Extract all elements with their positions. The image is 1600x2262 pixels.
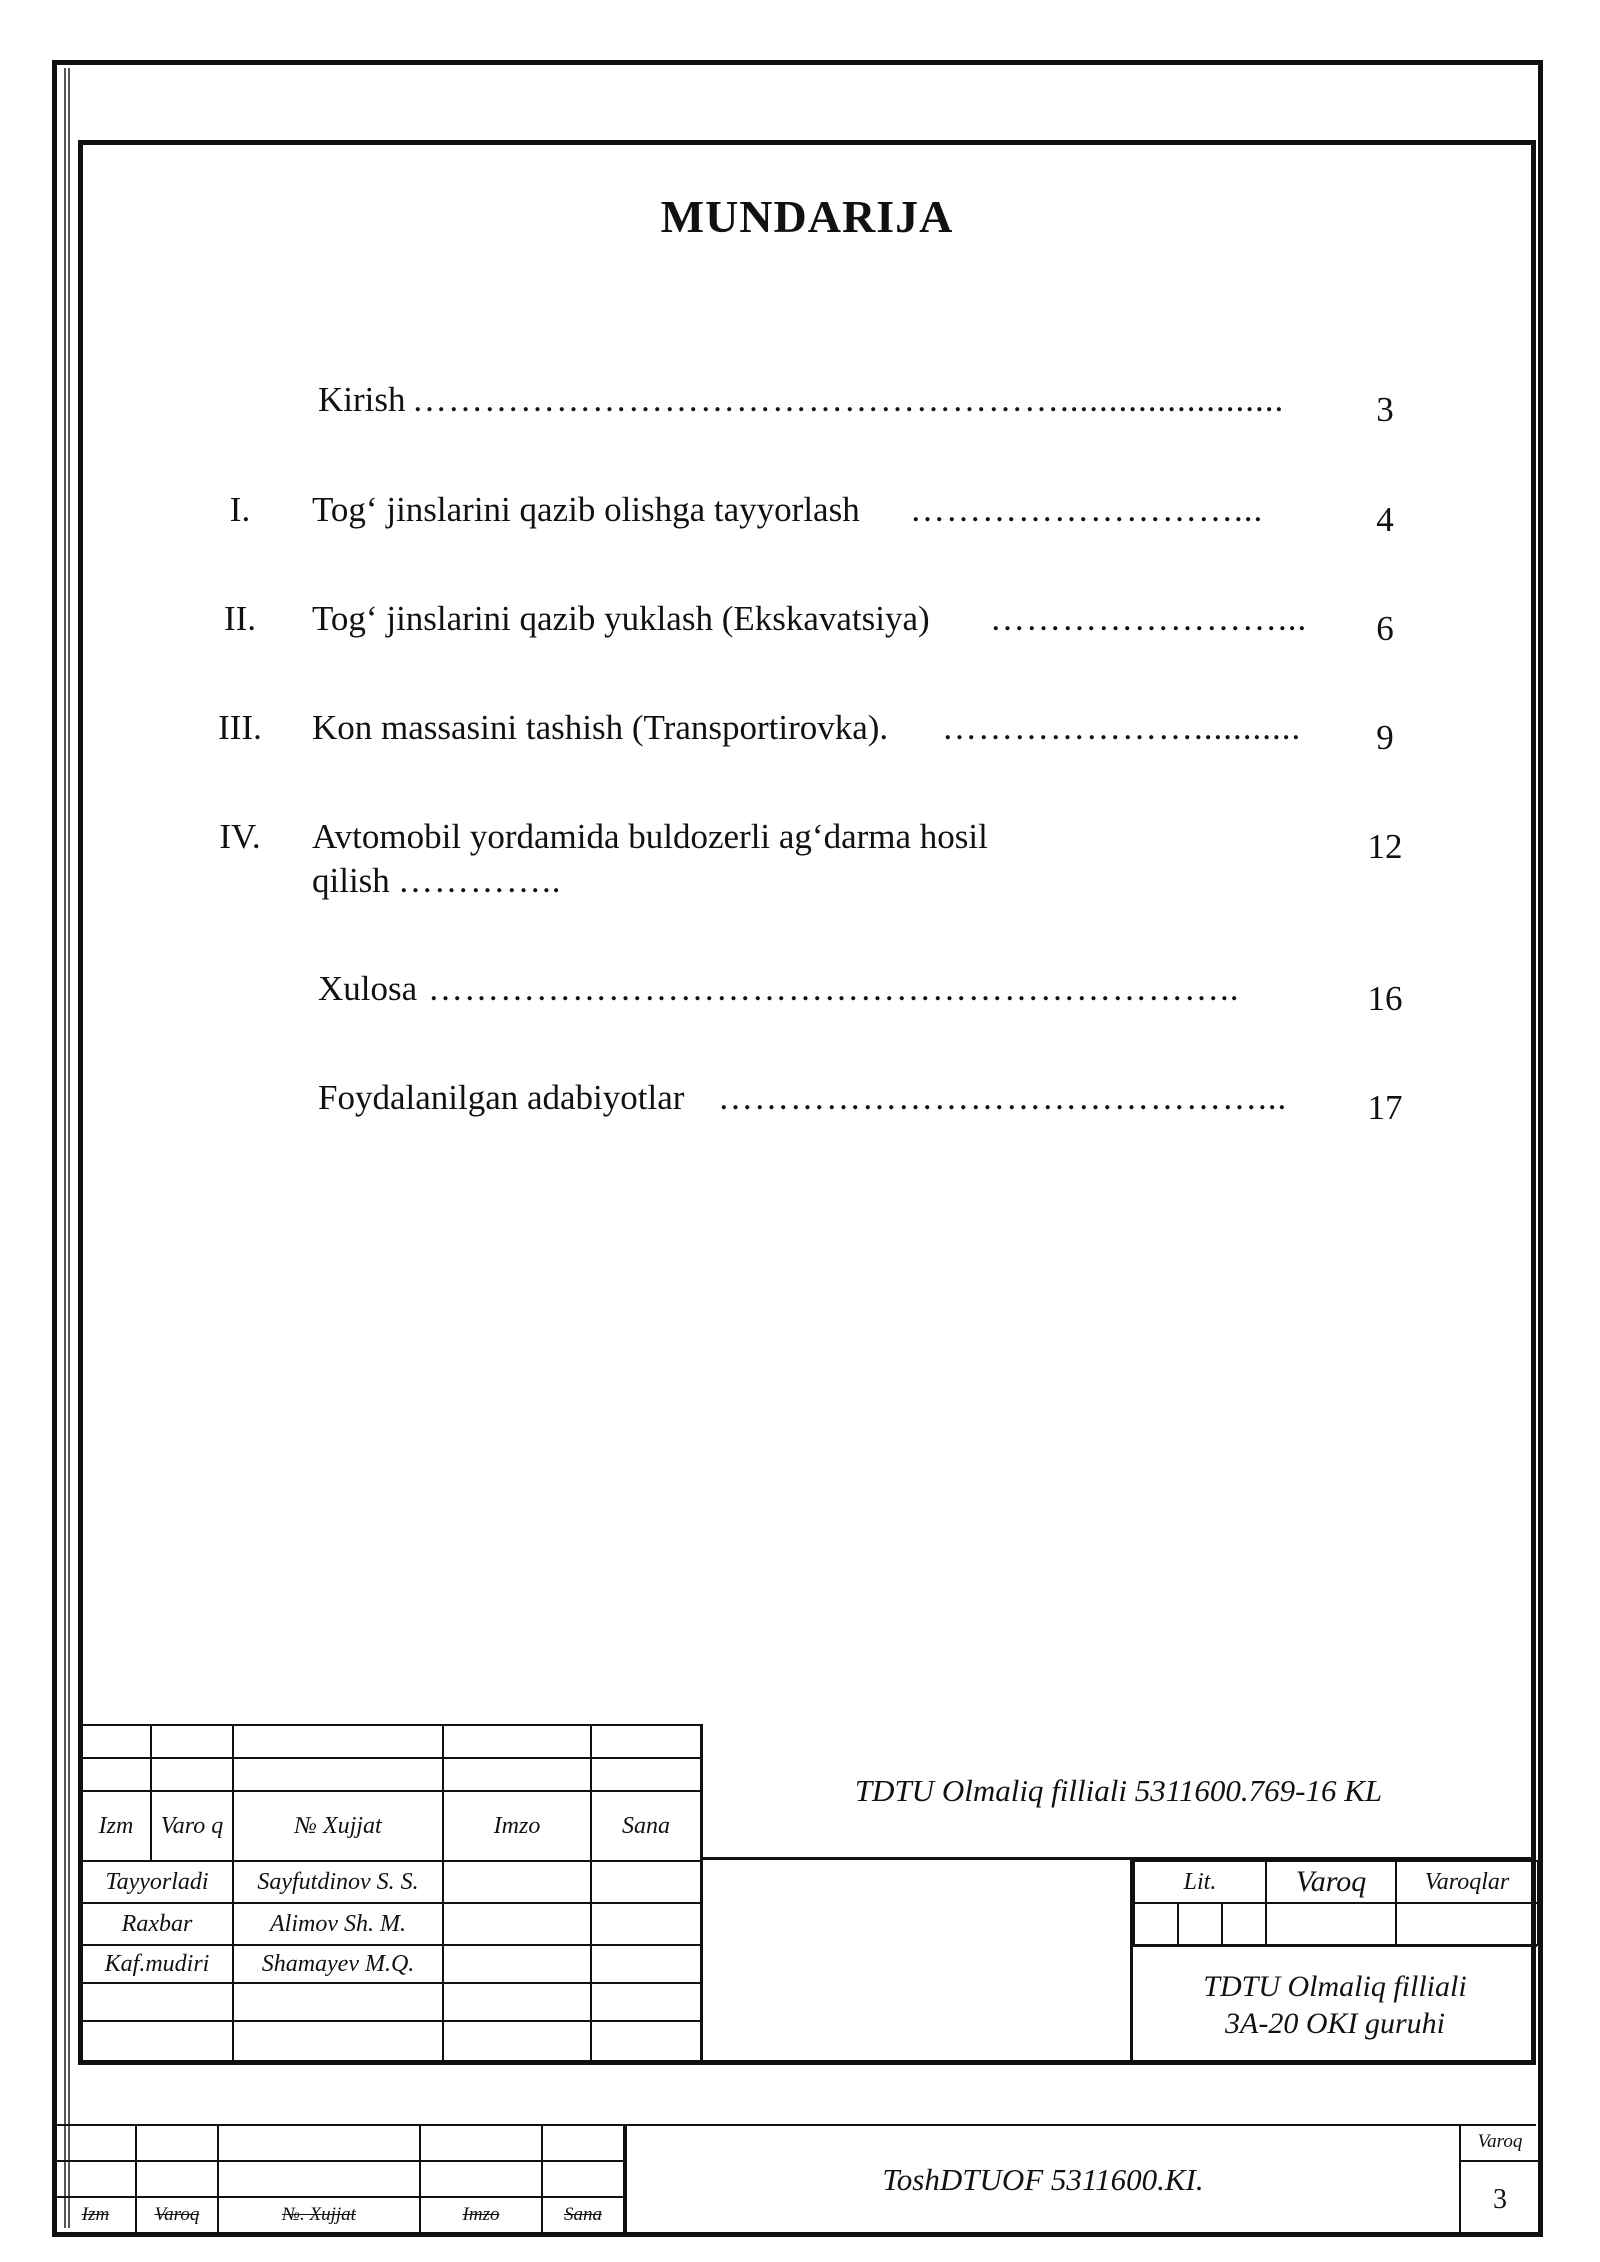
toc-entry-adabiyotlar[interactable] — [0, 1078, 1600, 1138]
toc-leader: ………………………………………………………….. — [428, 969, 1240, 1008]
organization-cell — [1133, 1944, 1537, 2062]
signature-cell — [443, 1945, 591, 1983]
toc-text: Tog‘ jinslarini qazib yuklash (Ekskavatsiya) — [312, 599, 930, 638]
role-prepared: Tayyorladi — [81, 1861, 233, 1903]
toc-text: Xulosa — [318, 969, 418, 1008]
page-footer-stamp — [56, 2124, 1536, 2234]
toc-page: 17 — [1367, 1088, 1403, 1127]
header-sana: Sana — [591, 1791, 701, 1861]
footer-header-izm: Izm — [56, 2197, 136, 2233]
toc-number: IV. — [219, 817, 261, 856]
signature-cell — [443, 1861, 591, 1903]
document-name-cell — [703, 1860, 1133, 2062]
date-cell — [591, 1861, 701, 1903]
toc-text: Kirish — [318, 380, 406, 419]
varoqlar-label: Varoqlar — [1396, 1861, 1538, 1903]
footer-signatures — [56, 2124, 625, 2234]
toc-entry-kirish[interactable] — [0, 380, 1600, 440]
footer-code-block — [624, 2124, 1536, 2234]
toc-text-continued: qilish — [312, 861, 390, 900]
group-name: 3A-20 OKI guruhi — [1225, 2006, 1445, 2040]
sheet-info-table — [1133, 1860, 1539, 1946]
lit-label: Lit. — [1134, 1861, 1266, 1903]
toc-page: 6 — [1376, 609, 1394, 648]
toc-leader: ……………………... — [990, 599, 1308, 638]
toc-entry-1[interactable] — [0, 490, 1600, 550]
page-title: MUNDARIJA — [660, 191, 954, 242]
signature-cell — [443, 1903, 591, 1945]
toc-text: Tog‘ jinslarini qazib olishga tayyorlash — [312, 490, 860, 529]
title-block-signatures — [80, 1724, 702, 2062]
title-block — [80, 1724, 1534, 2062]
toc-text: Foydalanilgan adabiyotlar — [318, 1078, 685, 1117]
toc-leader: ………………………………………………....................... — [412, 380, 1285, 419]
footer-header-xujjat: №. Xujjat — [218, 2197, 420, 2233]
page-number: 3 — [1493, 2184, 1507, 2215]
toc-leader: ………….. — [398, 861, 562, 900]
toc-entry-2[interactable] — [0, 599, 1600, 659]
toc-page: 4 — [1376, 500, 1394, 539]
header-izm: Izm — [81, 1791, 151, 1861]
role-head: Kaf.mudiri — [81, 1945, 233, 1983]
header-imzo: Imzo — [443, 1791, 591, 1861]
toc-leader: …………………........... — [942, 708, 1302, 747]
toc-entry-3[interactable] — [0, 708, 1600, 768]
role-supervisor: Raxbar — [81, 1903, 233, 1945]
date-cell — [591, 1945, 701, 1983]
toc-text: Avtomobil yordamida buldozerli ag‘darma hosil — [312, 817, 988, 856]
header-xujjat: № Xujjat — [233, 1791, 443, 1861]
date-cell — [591, 1903, 701, 1945]
title-block-info — [700, 1860, 1534, 2062]
header-varoq: Varo q — [151, 1791, 233, 1861]
toc-leader: ………………………... — [910, 490, 1264, 529]
footer-sheet-label: Varoq — [1461, 2124, 1539, 2162]
toc-page: 12 — [1367, 827, 1403, 866]
footer-sheet-cell — [1459, 2124, 1539, 2234]
toc-number: II. — [223, 599, 257, 638]
toc-page: 9 — [1376, 718, 1394, 757]
toc-entry-xulosa[interactable] — [0, 969, 1600, 1029]
toc-number: III. — [218, 708, 262, 747]
varoq-label: Varoq — [1266, 1861, 1396, 1903]
toc-page: 3 — [1376, 390, 1394, 429]
document-code: TDTU Olmaliq filliali 5311600.769-16 KL — [700, 1724, 1534, 1860]
toc-number: I. — [229, 490, 251, 529]
name-prepared: Sayfutdinov S. S. — [233, 1861, 443, 1903]
toc-text: Kon massasini tashish (Transportirovka). — [312, 708, 889, 747]
name-head: Shamayev M.Q. — [233, 1945, 443, 1983]
footer-header-imzo: Imzo — [420, 2197, 542, 2233]
footer-header-varoq: Varoq — [136, 2197, 218, 2233]
toc-leader: ………………………………………... — [718, 1078, 1288, 1117]
footer-document-code: ToshDTUOF 5311600.KI. — [882, 2162, 1204, 2197]
footer-header-sana: Sana — [542, 2197, 624, 2233]
organization-name: TDTU Olmaliq filliali — [1203, 1969, 1467, 2003]
name-supervisor: Alimov Sh. M. — [233, 1903, 443, 1945]
toc-page: 16 — [1367, 979, 1403, 1018]
toc-entry-4[interactable] — [0, 817, 1600, 917]
